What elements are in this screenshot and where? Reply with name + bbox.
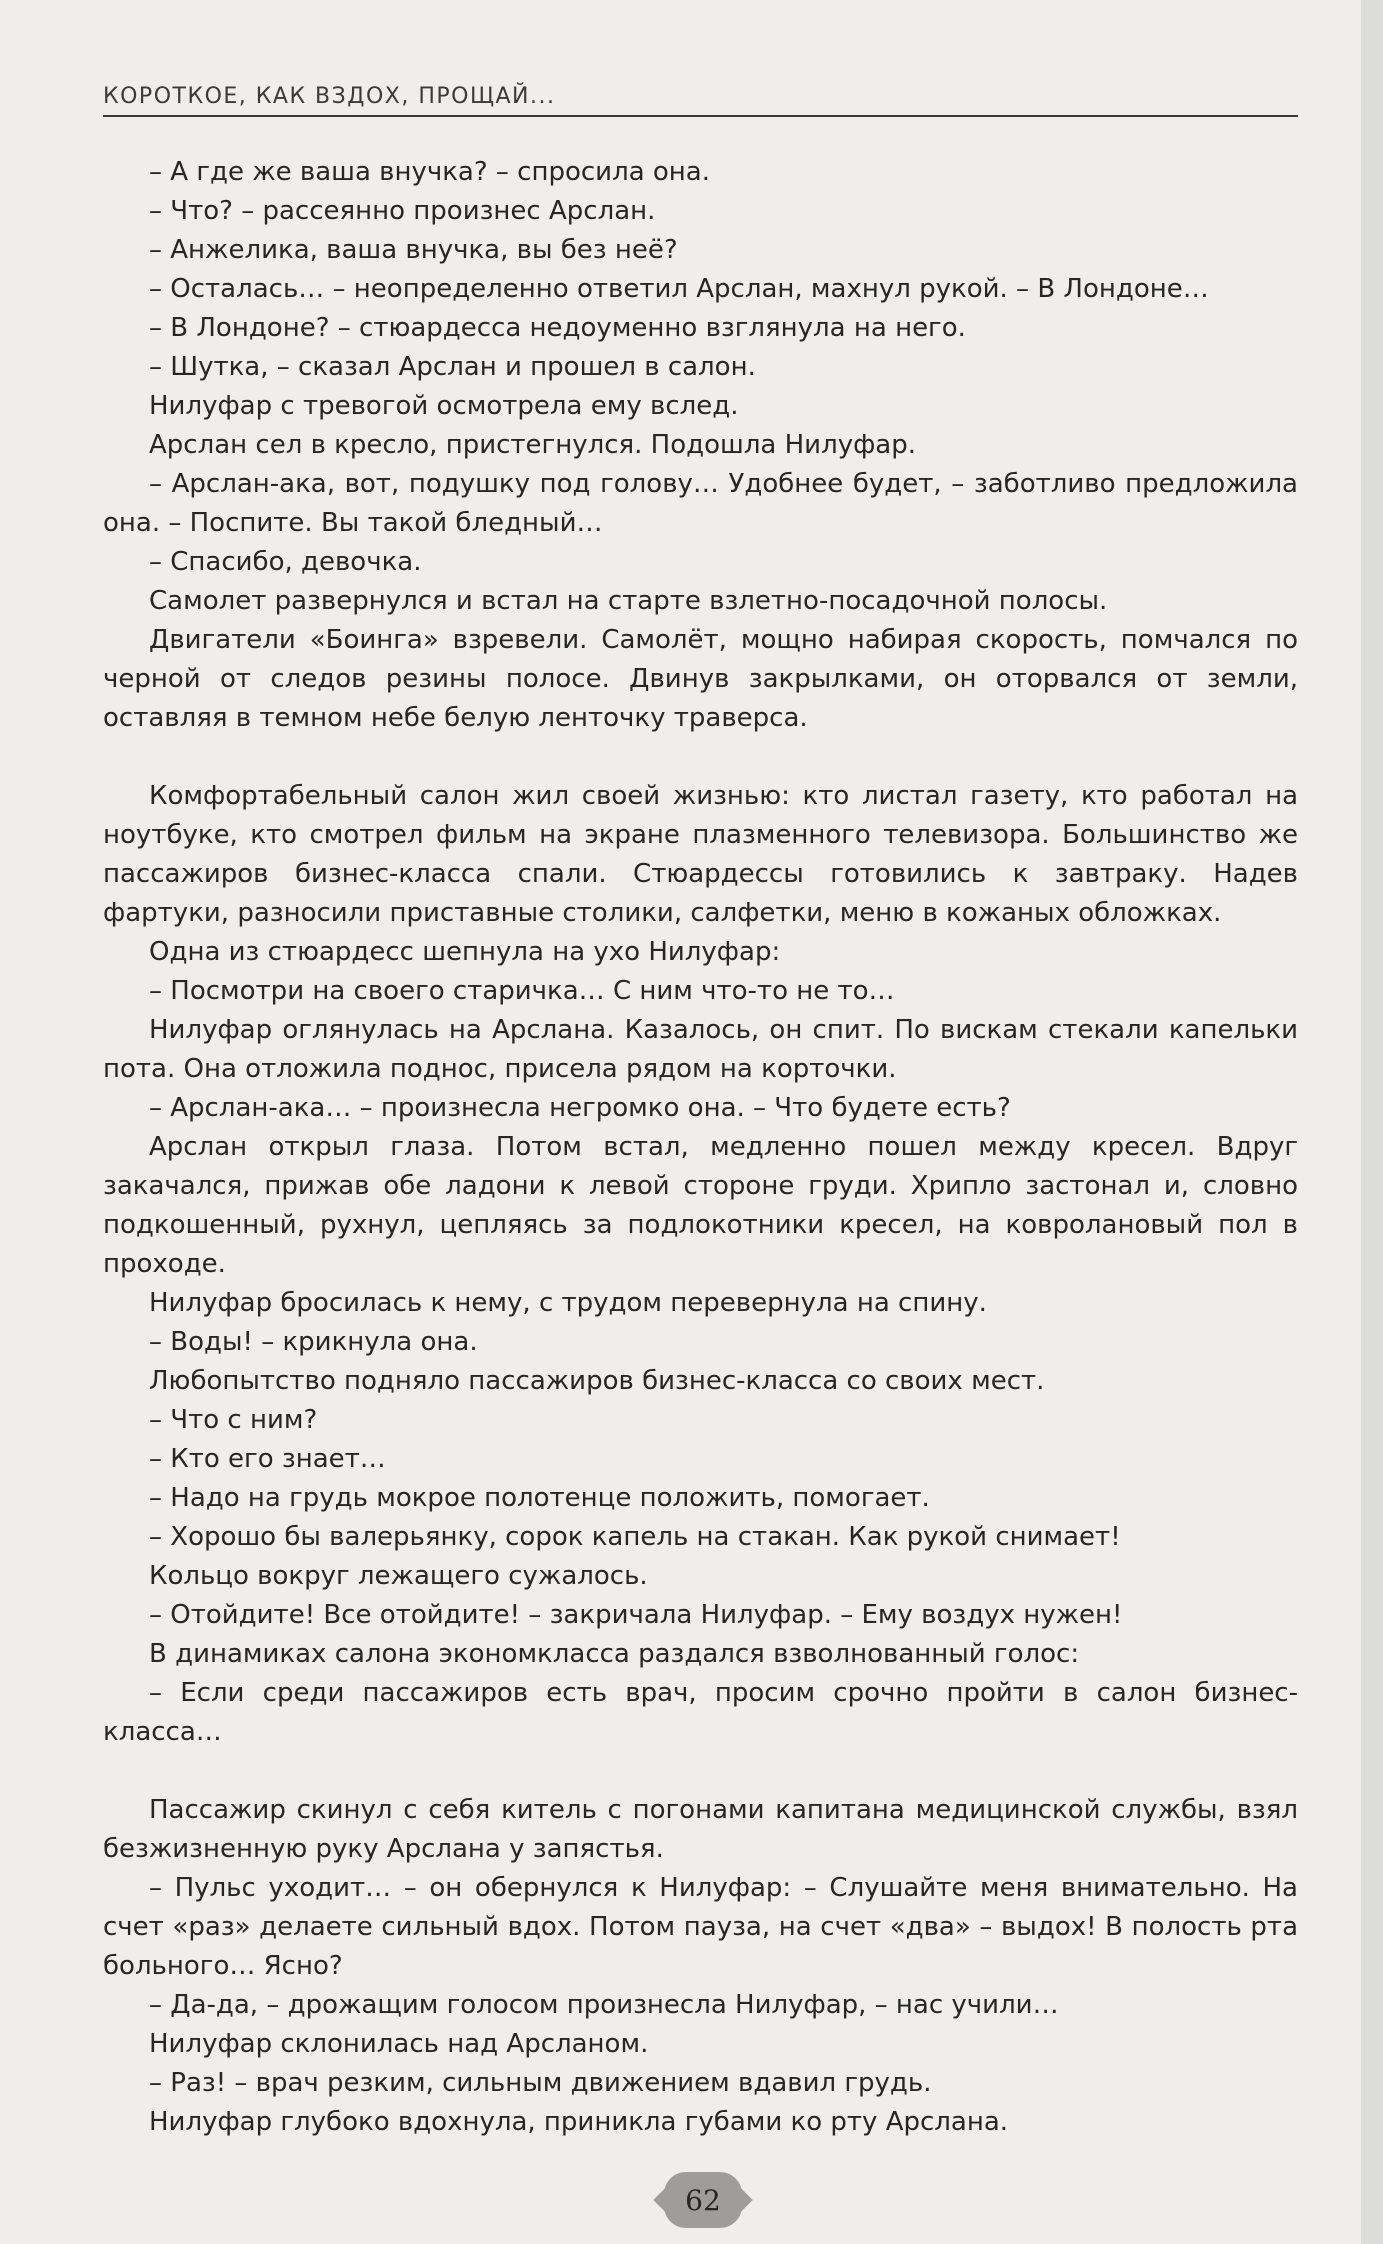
- paragraph: Арслан сел в кресло, пристегнулся. Подошла Нилуфар.: [149, 430, 917, 460]
- paragraph: – Отойдите! Все отойдите! – закричала Нилуфар. – Ему воздух нужен!: [149, 1600, 1123, 1630]
- page-number-badge: [664, 2172, 742, 2228]
- paragraph: – Посмотри на своего старичка… С ним что-то не то…: [149, 976, 895, 1006]
- paragraph: Самолет развернулся и встал на старте взлетно-посадочной полосы.: [149, 586, 1108, 616]
- paragraph: – Хорошо бы валерьянку, сорок капель на стакан. Как рукой снимает!: [149, 1522, 1121, 1552]
- header-rule: [103, 115, 1298, 117]
- page-edge: [1361, 0, 1383, 2244]
- paragraph: – Осталась… – неопределенно ответил Арслан, махнул рукой. – В Лондоне…: [149, 274, 1209, 304]
- paragraph: – Арслан-ака… – произнесла негромко она. – Что будете есть?: [149, 1093, 1011, 1123]
- page-number: 62: [685, 2183, 721, 2217]
- paragraph: – Кто его знает…: [149, 1444, 386, 1474]
- paragraph: – Пульс уходит… – он обернулся к Нилуфар: – Слушайте меня внимательно. На счет «раз» делаете сильный вдох. Потом пауза, на счет «два» – выдох! В полость рта больного… Ясно?: [103, 1873, 1298, 1981]
- paragraph: – Надо на грудь мокрое полотенце положить, помогает.: [149, 1483, 930, 1513]
- paragraph: – В Лондоне? – стюардесса недоуменно взглянула на него.: [149, 313, 966, 343]
- paragraph: Нилуфар бросилась к нему, с трудом перевернула на спину.: [149, 1288, 987, 1318]
- paragraph: Арслан открыл глаза. Потом встал, медленно пошел между кресел. Вдруг закачался, прижав обе ладони к левой стороне груди. Хрипло застонал и, словно подкошенный, рухнул, цепляясь за подлокотники кресел, на ковролановый пол в проходе.: [103, 1132, 1298, 1279]
- paragraph: – Спасибо, девочка.: [149, 547, 422, 577]
- paragraph: – Шутка, – сказал Арслан и прошел в салон.: [149, 352, 756, 382]
- paragraph: Комфортабельный салон жил своей жизнью: кто листал газету, кто работал на ноутбуке, кто смотрел фильм на экране плазменного телевизора. Большинство же пассажиров бизнес-класса спали. Стюардессы готовились к завтраку. Надев фартуки, разносили приставные столики, салфетки, меню в кожаных обложках.: [103, 781, 1298, 928]
- paragraph: Двигатели «Боинга» взревели. Самолёт, мощно набирая скорость, помчался по черной от следов резины полосе. Двинув закрылками, он оторвался от земли, оставляя в темном небе белую ленточку траверса.: [103, 625, 1298, 733]
- paragraph: – Если среди пассажиров есть врач, просим срочно пройти в салон бизнес-класса…: [103, 1678, 1298, 1747]
- paragraph: Нилуфар оглянулась на Арслана. Казалось, он спит. По вискам стекали капельки пота. Она отложила поднос, присела рядом на корточки.: [103, 1015, 1298, 1084]
- paragraph: – Что с ним?: [149, 1405, 318, 1435]
- paragraph: Любопытство подняло пассажиров бизнес-класса со своих мест.: [149, 1366, 1045, 1396]
- paragraph: Кольцо вокруг лежащего сужалось.: [149, 1561, 648, 1591]
- paragraph: Одна из стюардесс шепнула на ухо Нилуфар:: [149, 937, 781, 967]
- paragraph: – Воды! – крикнула она.: [149, 1327, 478, 1357]
- paragraph: – Что? – рассеянно произнес Арслан.: [149, 196, 656, 226]
- paragraph: Нилуфар с тревогой осмотрела ему вслед.: [149, 391, 739, 421]
- paragraph: – Анжелика, ваша внучка, вы без неё?: [149, 235, 678, 265]
- body-text: [103, 153, 1298, 2142]
- paragraph: – А где же ваша внучка? – спросила она.: [149, 157, 710, 187]
- paragraph: – Раз! – врач резким, сильным движением вдавил грудь.: [149, 2068, 932, 2098]
- paragraph: – Да-да, – дрожащим голосом произнесла Нилуфар, – нас учили…: [149, 1990, 1059, 2020]
- paragraph: – Арслан-ака, вот, подушку под голову… Удобнее будет, – заботливо предложила она. – Поспите. Вы такой бледный…: [103, 469, 1298, 538]
- paragraph: Пассажир скинул с себя китель с погонами капитана медицинской службы, взял безжизненную руку Арслана у запястья.: [103, 1795, 1298, 1864]
- paragraph: В динамиках салона экономкласса раздался взволнованный голос:: [149, 1639, 1080, 1669]
- paragraph: Нилуфар глубоко вдохнула, приникла губами ко рту Арслана.: [149, 2107, 1009, 2137]
- running-header: КОРОТКОЕ, КАК ВЗДОХ, ПРОЩАЙ...: [103, 84, 556, 109]
- paragraph: Нилуфар склонилась над Арсланом.: [149, 2029, 649, 2059]
